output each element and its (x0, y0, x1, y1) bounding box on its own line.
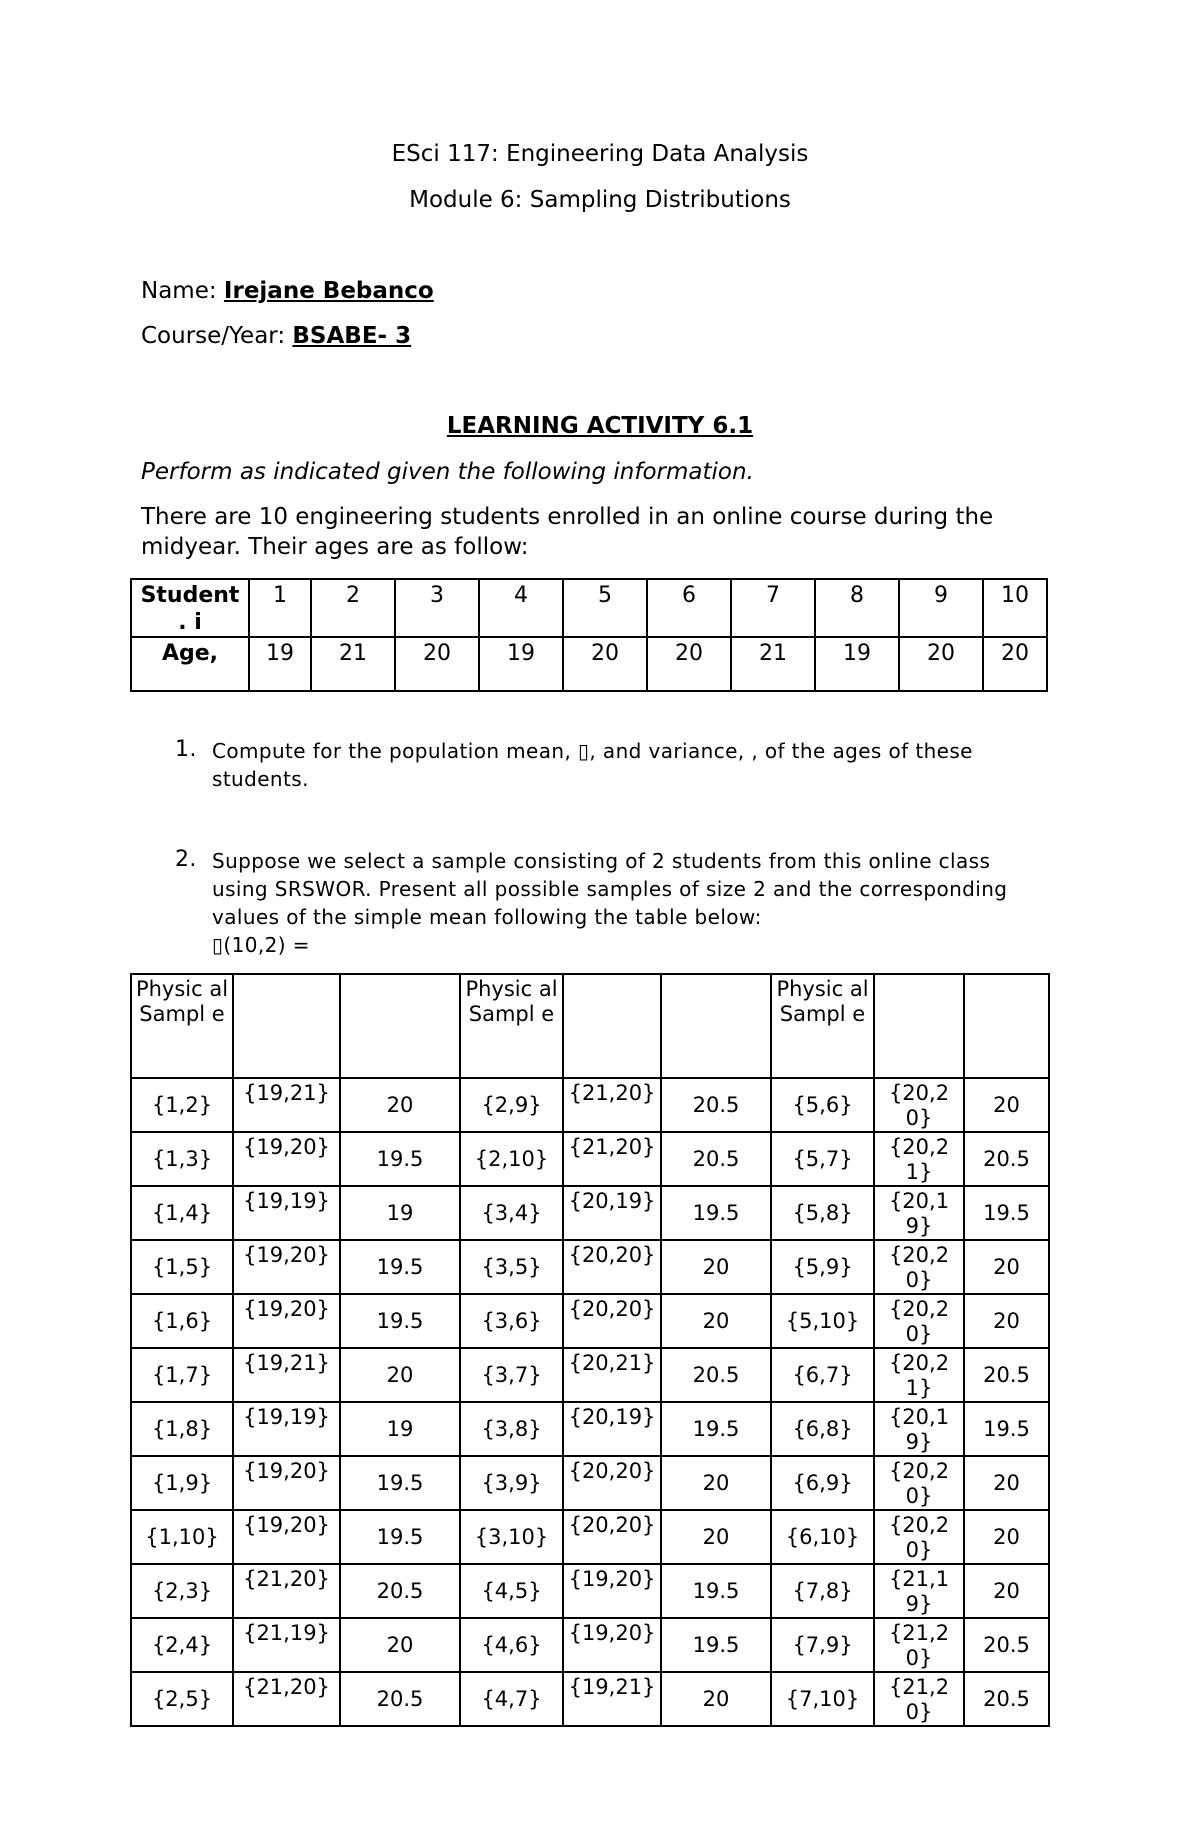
sample-indices-cell: {1,4} (131, 1186, 233, 1240)
question-line: ▯(10,2) = (212, 933, 310, 957)
sample-mean-cell: 20 (964, 1240, 1049, 1294)
sample-ages-cell: {20,19} (563, 1186, 661, 1240)
age-cell: 20 (899, 637, 983, 691)
table-row (131, 1618, 1049, 1672)
sample-mean-cell: 19 (340, 1402, 460, 1456)
module-title: Module 6: Sampling Distributions (409, 187, 791, 213)
sample-ages-cell: {21,20} (874, 1618, 964, 1672)
sample-mean-cell: 19.5 (661, 1564, 771, 1618)
table-row (131, 1456, 1049, 1510)
student-cell: 6 (647, 579, 731, 637)
sample-indices-cell: {1,9} (131, 1456, 233, 1510)
samples-header-cell: Physic al Sampl e (771, 974, 874, 1078)
name-value: Irejane Bebanco (223, 278, 434, 304)
samples-header-cell (661, 974, 771, 1078)
sample-mean-cell: 20 (964, 1294, 1049, 1348)
sample-mean-cell: 19.5 (340, 1294, 460, 1348)
sample-mean-cell: 20 (661, 1510, 771, 1564)
sample-ages-cell: {19,19} (233, 1402, 340, 1456)
samples-header-row (131, 974, 1049, 1078)
sample-ages-cell: {19,21} (233, 1078, 340, 1132)
sample-indices-cell: {3,8} (460, 1402, 563, 1456)
sample-indices-cell: {4,5} (460, 1564, 563, 1618)
sample-indices-cell: {2,5} (131, 1672, 233, 1726)
sample-indices-cell: {4,6} (460, 1618, 563, 1672)
sample-ages-cell: {20,20} (874, 1240, 964, 1294)
sample-ages-cell: {20,20} (874, 1078, 964, 1132)
course-year-value: BSABE- 3 (292, 323, 412, 349)
age-cell: 20 (983, 637, 1047, 691)
table-row (131, 1294, 1049, 1348)
age-label: Age, (131, 637, 249, 691)
sample-mean-cell: 19.5 (661, 1402, 771, 1456)
sample-mean-cell: 20.5 (964, 1348, 1049, 1402)
student-cell: 7 (731, 579, 815, 637)
samples-header-cell: Physic al Sampl e (460, 974, 563, 1078)
sample-mean-cell: 20 (340, 1078, 460, 1132)
sample-indices-cell: {3,10} (460, 1510, 563, 1564)
sample-ages-cell: {21,20} (563, 1078, 661, 1132)
table-row (131, 1078, 1049, 1132)
sample-mean-cell: 20.5 (964, 1132, 1049, 1186)
sample-ages-cell: {20,20} (563, 1294, 661, 1348)
activity-title: LEARNING ACTIVITY 6.1 (446, 413, 754, 439)
sample-mean-cell: 19.5 (964, 1186, 1049, 1240)
age-cell: 20 (395, 637, 479, 691)
intro-line-2: midyear. Their ages are as follow: (141, 534, 529, 560)
question-text (212, 737, 1072, 793)
sample-ages-cell: {21,20} (563, 1132, 661, 1186)
sample-mean-cell: 20.5 (964, 1618, 1049, 1672)
sample-mean-cell: 20.5 (661, 1348, 771, 1402)
sample-indices-cell: {5,7} (771, 1132, 874, 1186)
ages-table (130, 578, 1048, 692)
sample-ages-cell: {19,21} (233, 1348, 340, 1402)
sample-indices-cell: {1,8} (131, 1402, 233, 1456)
sample-indices-cell: {3,4} (460, 1186, 563, 1240)
sample-mean-cell: 20 (661, 1294, 771, 1348)
sample-indices-cell: {7,9} (771, 1618, 874, 1672)
table-row (131, 1402, 1049, 1456)
sample-mean-cell: 20.5 (661, 1132, 771, 1186)
question-line: values of the simple mean following the table below: (212, 905, 762, 929)
age-cell: 21 (731, 637, 815, 691)
sample-mean-cell: 20.5 (661, 1078, 771, 1132)
table-row (131, 1348, 1049, 1402)
sample-ages-cell: {20,20} (563, 1456, 661, 1510)
table-row (131, 1564, 1049, 1618)
sample-mean-cell: 19.5 (340, 1132, 460, 1186)
student-cell: 10 (983, 579, 1047, 637)
sample-ages-cell: {20,20} (874, 1456, 964, 1510)
sample-indices-cell: {6,7} (771, 1348, 874, 1402)
sample-mean-cell: 19.5 (661, 1186, 771, 1240)
sample-mean-cell: 19.5 (340, 1240, 460, 1294)
sample-ages-cell: {20,20} (563, 1240, 661, 1294)
sample-ages-cell: {19,20} (563, 1618, 661, 1672)
sample-mean-cell: 19.5 (964, 1402, 1049, 1456)
age-cell: 20 (563, 637, 647, 691)
samples-header-cell (340, 974, 460, 1078)
age-cell: 19 (815, 637, 899, 691)
sample-mean-cell: 20 (964, 1078, 1049, 1132)
sample-ages-cell: {20,19} (874, 1186, 964, 1240)
course-title: ESci 117: Engineering Data Analysis (391, 141, 809, 167)
sample-indices-cell: {1,3} (131, 1132, 233, 1186)
question-text (212, 847, 1072, 959)
samples-header-cell (563, 974, 661, 1078)
sample-mean-cell: 20.5 (340, 1672, 460, 1726)
sample-indices-cell: {2,3} (131, 1564, 233, 1618)
sample-indices-cell: {1,2} (131, 1078, 233, 1132)
sample-ages-cell: {19,19} (233, 1186, 340, 1240)
age-row (131, 637, 1047, 691)
sample-ages-cell: {19,20} (233, 1456, 340, 1510)
sample-mean-cell: 19.5 (661, 1618, 771, 1672)
sample-indices-cell: {1,7} (131, 1348, 233, 1402)
sample-ages-cell: {21,20} (874, 1672, 964, 1726)
samples-header-cell (233, 974, 340, 1078)
sample-mean-cell: 20.5 (964, 1672, 1049, 1726)
sample-indices-cell: {5,8} (771, 1186, 874, 1240)
sample-indices-cell: {2,9} (460, 1078, 563, 1132)
sample-mean-cell: 20.5 (340, 1564, 460, 1618)
question-number: 1. (175, 737, 197, 762)
sample-ages-cell: {19,20} (233, 1132, 340, 1186)
sample-ages-cell: {21,20} (233, 1564, 340, 1618)
sample-mean-cell: 20 (964, 1564, 1049, 1618)
sample-indices-cell: {7,10} (771, 1672, 874, 1726)
sample-indices-cell: {3,9} (460, 1456, 563, 1510)
table-row (131, 1186, 1049, 1240)
student-label: Student . i (131, 579, 249, 637)
sample-ages-cell: {19,20} (563, 1564, 661, 1618)
sample-indices-cell: {1,5} (131, 1240, 233, 1294)
table-row (131, 1132, 1049, 1186)
age-cell: 20 (647, 637, 731, 691)
sample-ages-cell: {20,21} (874, 1132, 964, 1186)
table-row (131, 1510, 1049, 1564)
sample-indices-cell: {6,10} (771, 1510, 874, 1564)
question-number: 2. (175, 847, 197, 872)
sample-ages-cell: {20,20} (874, 1294, 964, 1348)
question-line: students. (212, 767, 309, 791)
sample-ages-cell: {21,19} (874, 1564, 964, 1618)
sample-mean-cell: 20 (661, 1672, 771, 1726)
sample-indices-cell: {7,8} (771, 1564, 874, 1618)
sample-indices-cell: {3,6} (460, 1294, 563, 1348)
sample-ages-cell: {19,20} (233, 1294, 340, 1348)
sample-indices-cell: {2,10} (460, 1132, 563, 1186)
student-cell: 1 (249, 579, 311, 637)
sample-mean-cell: 19.5 (340, 1510, 460, 1564)
sample-ages-cell: {19,20} (233, 1510, 340, 1564)
age-cell: 19 (479, 637, 563, 691)
student-cell: 9 (899, 579, 983, 637)
sample-indices-cell: {1,6} (131, 1294, 233, 1348)
samples-header-cell (874, 974, 964, 1078)
samples-table (130, 973, 1050, 1727)
student-cell: 5 (563, 579, 647, 637)
sample-ages-cell: {20,19} (563, 1402, 661, 1456)
name-label: Name: (141, 278, 217, 304)
sample-mean-cell: 20 (964, 1510, 1049, 1564)
sample-indices-cell: {5,9} (771, 1240, 874, 1294)
age-cell: 19 (249, 637, 311, 691)
sample-indices-cell: {1,10} (131, 1510, 233, 1564)
intro-line-1: There are 10 engineering students enrolled in an online course during the (141, 504, 994, 530)
sample-ages-cell: {20,19} (874, 1402, 964, 1456)
sample-ages-cell: {20,20} (874, 1510, 964, 1564)
sample-mean-cell: 19.5 (340, 1456, 460, 1510)
sample-ages-cell: {19,20} (233, 1240, 340, 1294)
samples-header-cell: Physic al Sampl e (131, 974, 233, 1078)
question-line: using SRSWOR. Present all possible samples of size 2 and the corresponding (212, 877, 1008, 901)
course-year-line (141, 323, 411, 349)
age-cell: 21 (311, 637, 395, 691)
sample-indices-cell: {4,7} (460, 1672, 563, 1726)
sample-mean-cell: 19 (340, 1186, 460, 1240)
table-row (131, 1672, 1049, 1726)
sample-indices-cell: {5,10} (771, 1294, 874, 1348)
sample-ages-cell: {20,21} (563, 1348, 661, 1402)
student-cell: 8 (815, 579, 899, 637)
sample-ages-cell: {19,21} (563, 1672, 661, 1726)
student-cell: 3 (395, 579, 479, 637)
sample-mean-cell: 20 (340, 1618, 460, 1672)
sample-ages-cell: {20,21} (874, 1348, 964, 1402)
question-line: Compute for the population mean, ▯, and variance, , of the ages of these (212, 739, 973, 763)
sample-ages-cell: {21,20} (233, 1672, 340, 1726)
sample-indices-cell: {2,4} (131, 1618, 233, 1672)
sample-mean-cell: 20 (661, 1456, 771, 1510)
name-line (141, 278, 434, 304)
sample-indices-cell: {3,7} (460, 1348, 563, 1402)
sample-mean-cell: 20 (964, 1456, 1049, 1510)
question-line: Suppose we select a sample consisting of 2 students from this online class (212, 849, 991, 873)
sample-indices-cell: {3,5} (460, 1240, 563, 1294)
student-cell: 2 (311, 579, 395, 637)
sample-ages-cell: {21,19} (233, 1618, 340, 1672)
table-row (131, 1240, 1049, 1294)
student-row (131, 579, 1047, 637)
student-cell: 4 (479, 579, 563, 637)
sample-ages-cell: {20,20} (563, 1510, 661, 1564)
activity-instruction: Perform as indicated given the following information. (141, 459, 754, 485)
course-year-label: Course/Year: (141, 323, 286, 349)
sample-mean-cell: 20 (661, 1240, 771, 1294)
samples-header-cell (964, 974, 1049, 1078)
sample-indices-cell: {6,9} (771, 1456, 874, 1510)
sample-mean-cell: 20 (340, 1348, 460, 1402)
sample-indices-cell: {5,6} (771, 1078, 874, 1132)
sample-indices-cell: {6,8} (771, 1402, 874, 1456)
